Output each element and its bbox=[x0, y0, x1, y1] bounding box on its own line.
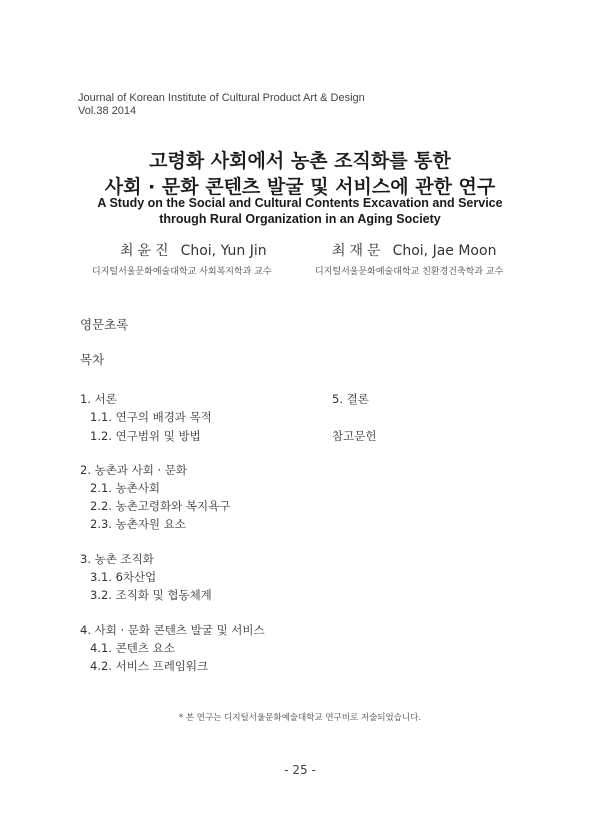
toc-item: 4.1. 콘텐츠 요소 bbox=[90, 641, 175, 655]
author-1-name-korean: 최윤진 bbox=[120, 243, 173, 259]
toc-item: 1. 서론 bbox=[80, 392, 117, 406]
contents-heading: 목차 bbox=[80, 352, 105, 367]
toc-item: 4.2. 서비스 프레임워크 bbox=[90, 659, 209, 673]
author-1 bbox=[120, 240, 267, 260]
title-korean-line-1: 고령화 사회에서 농촌 조직화를 통한 bbox=[149, 150, 451, 172]
author-2-affiliation: 디지털서울문화예술대학교 친환경건축학과 교수 bbox=[315, 267, 504, 277]
title-korean-line-2: 사회 · 문화 콘텐츠 발굴 및 서비스에 관한 연구 bbox=[104, 176, 496, 198]
author-1-name-english: Choi, Yun Jin bbox=[180, 243, 267, 259]
toc-item: 2.3. 농촌자원 요소 bbox=[90, 517, 186, 531]
toc-item: 3.1. 6차산업 bbox=[90, 570, 157, 584]
journal-name: Journal of Korean Institute of Cultural Product Art & Design bbox=[78, 92, 365, 104]
toc-item: 2.2. 농촌고령화와 복지욕구 bbox=[90, 499, 231, 513]
author-2-name-english: Choi, Jae Moon bbox=[392, 243, 497, 259]
toc-item: 참고문헌 bbox=[332, 429, 377, 443]
toc-item: 3.2. 조직화 및 협동체계 bbox=[90, 588, 212, 602]
title-english-line-1: A Study on the Social and Cultural Contents Excavation and Service bbox=[97, 196, 503, 210]
toc-item: 5. 결론 bbox=[332, 392, 369, 406]
toc-item: 3. 농촌 조직화 bbox=[80, 552, 154, 566]
toc-item: 2.1. 농촌사회 bbox=[90, 481, 161, 495]
page-number: - 25 - bbox=[284, 763, 316, 777]
footnote: * 본 연구는 디지털서울문화예술대학교 연구비로 저술되었습니다. bbox=[178, 713, 422, 723]
author-2 bbox=[332, 240, 496, 260]
author-2-name-korean: 최재문 bbox=[332, 243, 385, 259]
author-1-affiliation: 디지털서울문화예술대학교 사회복지학과 교수 bbox=[92, 267, 272, 277]
title-english-line-2: through Rural Organization in an Aging Society bbox=[159, 212, 441, 226]
abstract-heading: 영문초록 bbox=[80, 317, 129, 332]
toc-item: 2. 농촌과 사회 · 문화 bbox=[80, 463, 188, 477]
toc-item: 4. 사회 · 문화 콘텐츠 발굴 및 서비스 bbox=[80, 623, 265, 637]
toc-item: 1.2. 연구범위 및 방법 bbox=[90, 429, 201, 443]
journal-header bbox=[78, 92, 365, 118]
toc-item: 1.1. 연구의 배경과 목적 bbox=[90, 410, 212, 424]
journal-volume: Vol.38 2014 bbox=[78, 105, 137, 117]
